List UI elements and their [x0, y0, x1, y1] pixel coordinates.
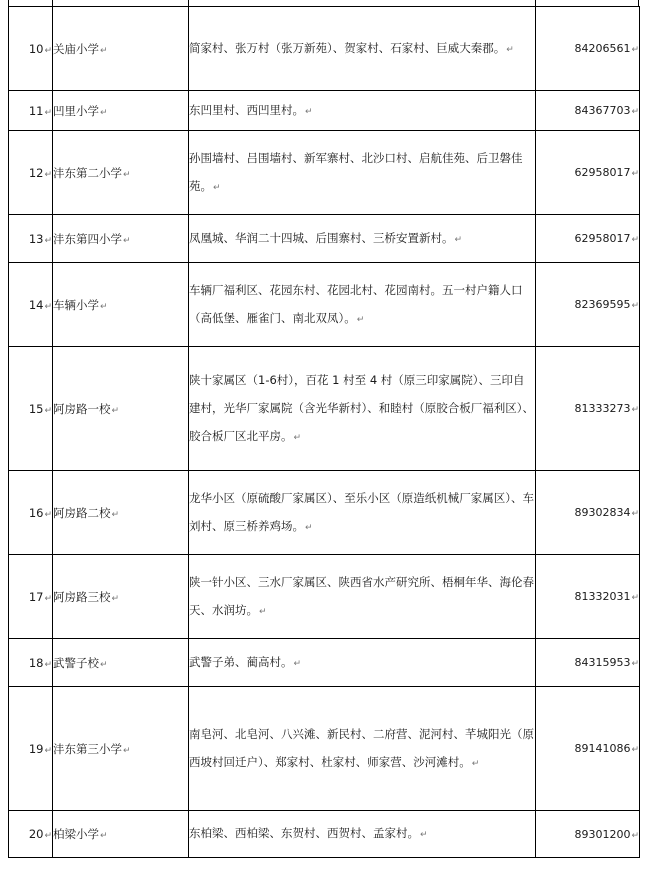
- phone-cell-text: 62958017: [574, 166, 631, 179]
- phone-cell: [536, 91, 640, 131]
- table-row: [9, 687, 640, 811]
- phone-cell: [536, 7, 640, 91]
- district-area-cell: [189, 811, 536, 858]
- table-row: [9, 215, 640, 263]
- school-name-cell: [53, 347, 189, 471]
- row-number-cell: [9, 639, 53, 687]
- phone-cell-text: 89141086: [574, 742, 631, 755]
- row-number-cell-text: 15: [28, 401, 44, 416]
- phone-cell: [536, 131, 640, 215]
- district-area-cell-text: 陕一针小区、三水厂家属区、陕西省水产研究所、梧桐年华、海伦春天、水润坊。: [189, 574, 534, 617]
- row-number-cell: [9, 347, 53, 471]
- phone-cell-text: 84315953: [574, 656, 631, 669]
- school-name-cell: [53, 687, 189, 811]
- paragraph-mark-icon: ↵: [293, 658, 302, 669]
- paragraph-mark-icon: ↵: [631, 107, 639, 117]
- district-area-cell: [189, 639, 536, 687]
- paragraph-mark-icon: ↵: [631, 169, 639, 179]
- phone-cell: [536, 471, 640, 555]
- paragraph-mark-icon: ↵: [44, 593, 52, 604]
- phone-cell: [536, 639, 640, 687]
- table-row: [9, 639, 640, 687]
- paragraph-mark-icon: ↵: [631, 235, 639, 245]
- district-area-cell: [189, 263, 536, 347]
- school-name-cell-text: 阿房路二校: [53, 505, 111, 520]
- district-area-cell-text: 陕十家属区（1-6村），百花 1 村至 4 村（原三印家属院）、三印自建村，光华厂家属院（含光华新村）、和睦村（原胶合板厂福利区）、胶合板厂区北平房。: [189, 372, 534, 443]
- row-number-cell-text: 11: [28, 103, 44, 118]
- school-name-cell-text: 关庙小学: [53, 41, 99, 56]
- paragraph-mark-icon: ↵: [420, 830, 428, 840]
- school-name-cell-text: 沣东第二小学: [53, 165, 122, 180]
- school-name-cell-text: 柏梁小学: [53, 827, 99, 841]
- paragraph-mark-icon: ↵: [44, 831, 52, 841]
- paragraph-mark-icon: ↵: [631, 301, 639, 311]
- paragraph-mark-icon: ↵: [111, 405, 120, 416]
- paragraph-mark-icon: ↵: [506, 44, 514, 55]
- phone-cell: [536, 215, 640, 263]
- row-number-cell-text: 13: [28, 231, 44, 246]
- phone-cell: [536, 687, 640, 811]
- paragraph-mark-icon: ↵: [631, 509, 639, 519]
- phone-cell-text: 81332031: [574, 590, 631, 603]
- paragraph-mark-icon: ↵: [305, 106, 313, 117]
- phone-cell-text: 84367703: [574, 104, 631, 117]
- paragraph-mark-icon: ↵: [631, 405, 639, 415]
- school-name-cell: [53, 471, 189, 555]
- school-name-cell-text: 阿房路三校: [53, 589, 111, 604]
- paragraph-mark-icon: ↵: [356, 314, 365, 325]
- paragraph-mark-icon: ↵: [44, 235, 52, 246]
- paragraph-mark-icon: ↵: [631, 830, 639, 841]
- row-number-cell-text: 18: [28, 655, 44, 670]
- row-number-cell: [9, 131, 53, 215]
- table-row: [9, 555, 640, 639]
- paragraph-mark-icon: ↵: [454, 234, 463, 245]
- paragraph-mark-icon: ↵: [44, 45, 52, 56]
- paragraph-mark-icon: ↵: [631, 45, 639, 55]
- paragraph-mark-icon: ↵: [259, 606, 267, 617]
- district-area-cell-text: 武警子弟、蔺高村。: [189, 654, 293, 669]
- paragraph-mark-icon: ↵: [123, 169, 131, 180]
- school-name-cell: [53, 131, 189, 215]
- school-name-cell-text: 阿房路一校: [53, 401, 111, 416]
- row-number-cell: [9, 7, 53, 91]
- phone-cell-text: 81333273: [574, 402, 631, 415]
- district-area-cell: [189, 687, 536, 811]
- paragraph-mark-icon: ↵: [100, 659, 108, 670]
- phone-cell-text: 89301200: [574, 827, 631, 841]
- table-body: [9, 7, 640, 858]
- table-row: [9, 811, 640, 858]
- row-number-cell: [9, 471, 53, 555]
- district-area-cell: [189, 555, 536, 639]
- school-name-cell: [53, 811, 189, 858]
- row-number-cell: [9, 215, 53, 263]
- row-number-cell: [9, 263, 53, 347]
- row-number-cell: [9, 811, 53, 858]
- paragraph-mark-icon: ↵: [123, 745, 131, 756]
- school-name-cell: [53, 7, 189, 91]
- district-area-cell: [189, 131, 536, 215]
- phone-cell-text: 84206561: [574, 42, 631, 55]
- row-number-cell-text: 12: [28, 165, 44, 180]
- school-name-cell-text: 武警子校: [53, 655, 99, 670]
- row-number-cell-text: 19: [28, 741, 44, 756]
- phone-cell-text: 82369595: [574, 298, 631, 311]
- paragraph-mark-icon: ↵: [111, 593, 120, 604]
- paragraph-mark-icon: ↵: [631, 593, 639, 603]
- row-number-cell-text: 10: [28, 41, 44, 56]
- row-number-cell: [9, 555, 53, 639]
- school-name-cell: [53, 639, 189, 687]
- paragraph-mark-icon: ↵: [305, 522, 313, 533]
- row-number-cell-text: 17: [28, 589, 44, 604]
- school-name-cell-text: 凹里小学: [53, 103, 99, 118]
- paragraph-mark-icon: ↵: [44, 405, 52, 416]
- paragraph-mark-icon: ↵: [471, 758, 480, 769]
- paragraph-mark-icon: ↵: [111, 509, 120, 520]
- paragraph-mark-icon: ↵: [44, 659, 52, 670]
- paragraph-mark-icon: ↵: [100, 831, 108, 841]
- phone-cell-text: 89302834: [574, 506, 631, 519]
- row-number-cell-text: 20: [28, 827, 44, 841]
- paragraph-mark-icon: ↵: [44, 301, 52, 312]
- phone-cell-text: 62958017: [574, 232, 631, 245]
- district-area-cell: [189, 91, 536, 131]
- district-area-cell-text: 东柏梁、西柏梁、东贺村、西贺村、孟家村。: [189, 826, 419, 840]
- paragraph-mark-icon: ↵: [123, 235, 131, 246]
- paragraph-mark-icon: ↵: [44, 745, 52, 756]
- row-number-cell: [9, 91, 53, 131]
- table-row: [9, 131, 640, 215]
- row-number-cell: [9, 687, 53, 811]
- district-area-cell: [189, 471, 536, 555]
- paragraph-mark-icon: ↵: [100, 301, 108, 312]
- paragraph-mark-icon: ↵: [213, 182, 221, 193]
- school-name-cell-text: 车辆小学: [53, 297, 99, 312]
- paragraph-mark-icon: ↵: [100, 45, 108, 56]
- district-area-cell-text: 龙华小区（原硫酸厂家属区）、至乐小区（原造纸机械厂家属区）、车刘村、原三桥养鸡场。: [189, 490, 534, 533]
- table-row: [9, 91, 640, 131]
- row-number-cell-text: 14: [28, 297, 44, 312]
- table-row: [9, 263, 640, 347]
- phone-cell: [536, 555, 640, 639]
- paragraph-mark-icon: ↵: [631, 745, 639, 755]
- table-row: [9, 471, 640, 555]
- paragraph-mark-icon: ↵: [631, 659, 639, 669]
- table-row: [9, 7, 640, 91]
- phone-cell: [536, 811, 640, 858]
- district-area-cell: [189, 7, 536, 91]
- school-name-cell: [53, 91, 189, 131]
- school-district-table: [8, 6, 640, 858]
- district-area-cell-text: 南皂河、北皂河、八兴滩、新民村、二府营、泥河村、芊城阳光（原西坡村回迁户）、郑家村、杜家村、师家营、沙河滩村。: [189, 726, 534, 769]
- school-name-cell: [53, 215, 189, 263]
- district-area-cell-text: 简家村、张万村（张万新苑）、贺家村、石家村、巨威大秦郡。: [189, 40, 506, 55]
- district-area-cell-text: 东凹里村、西凹里村。: [189, 102, 304, 117]
- paragraph-mark-icon: ↵: [293, 432, 302, 443]
- table-row: [9, 347, 640, 471]
- school-name-cell: [53, 263, 189, 347]
- school-name-cell-text: 沣东第三小学: [53, 741, 122, 756]
- paragraph-mark-icon: ↵: [44, 509, 52, 520]
- school-name-cell-text: 沣东第四小学: [53, 231, 122, 246]
- row-number-cell-text: 16: [28, 505, 44, 520]
- school-name-cell: [53, 555, 189, 639]
- district-area-cell: [189, 215, 536, 263]
- district-area-cell-text: 孙围墙村、吕围墙村、新军寨村、北沙口村、启航佳苑、后卫磐佳苑。: [189, 150, 523, 193]
- district-area-cell-text: 凤凰城、华润二十四城、后围寨村、三桥安置新村。: [189, 230, 454, 245]
- district-area-cell-text: 车辆厂福利区、花园东村、花园北村、花园南村。五一村户籍人口（高低堡、雁雀门、南北双凤）。: [189, 282, 523, 325]
- paragraph-mark-icon: ↵: [44, 107, 52, 118]
- paragraph-mark-icon: ↵: [44, 169, 52, 180]
- phone-cell: [536, 263, 640, 347]
- paragraph-mark-icon: ↵: [100, 107, 108, 118]
- phone-cell: [536, 347, 640, 471]
- district-area-cell: [189, 347, 536, 471]
